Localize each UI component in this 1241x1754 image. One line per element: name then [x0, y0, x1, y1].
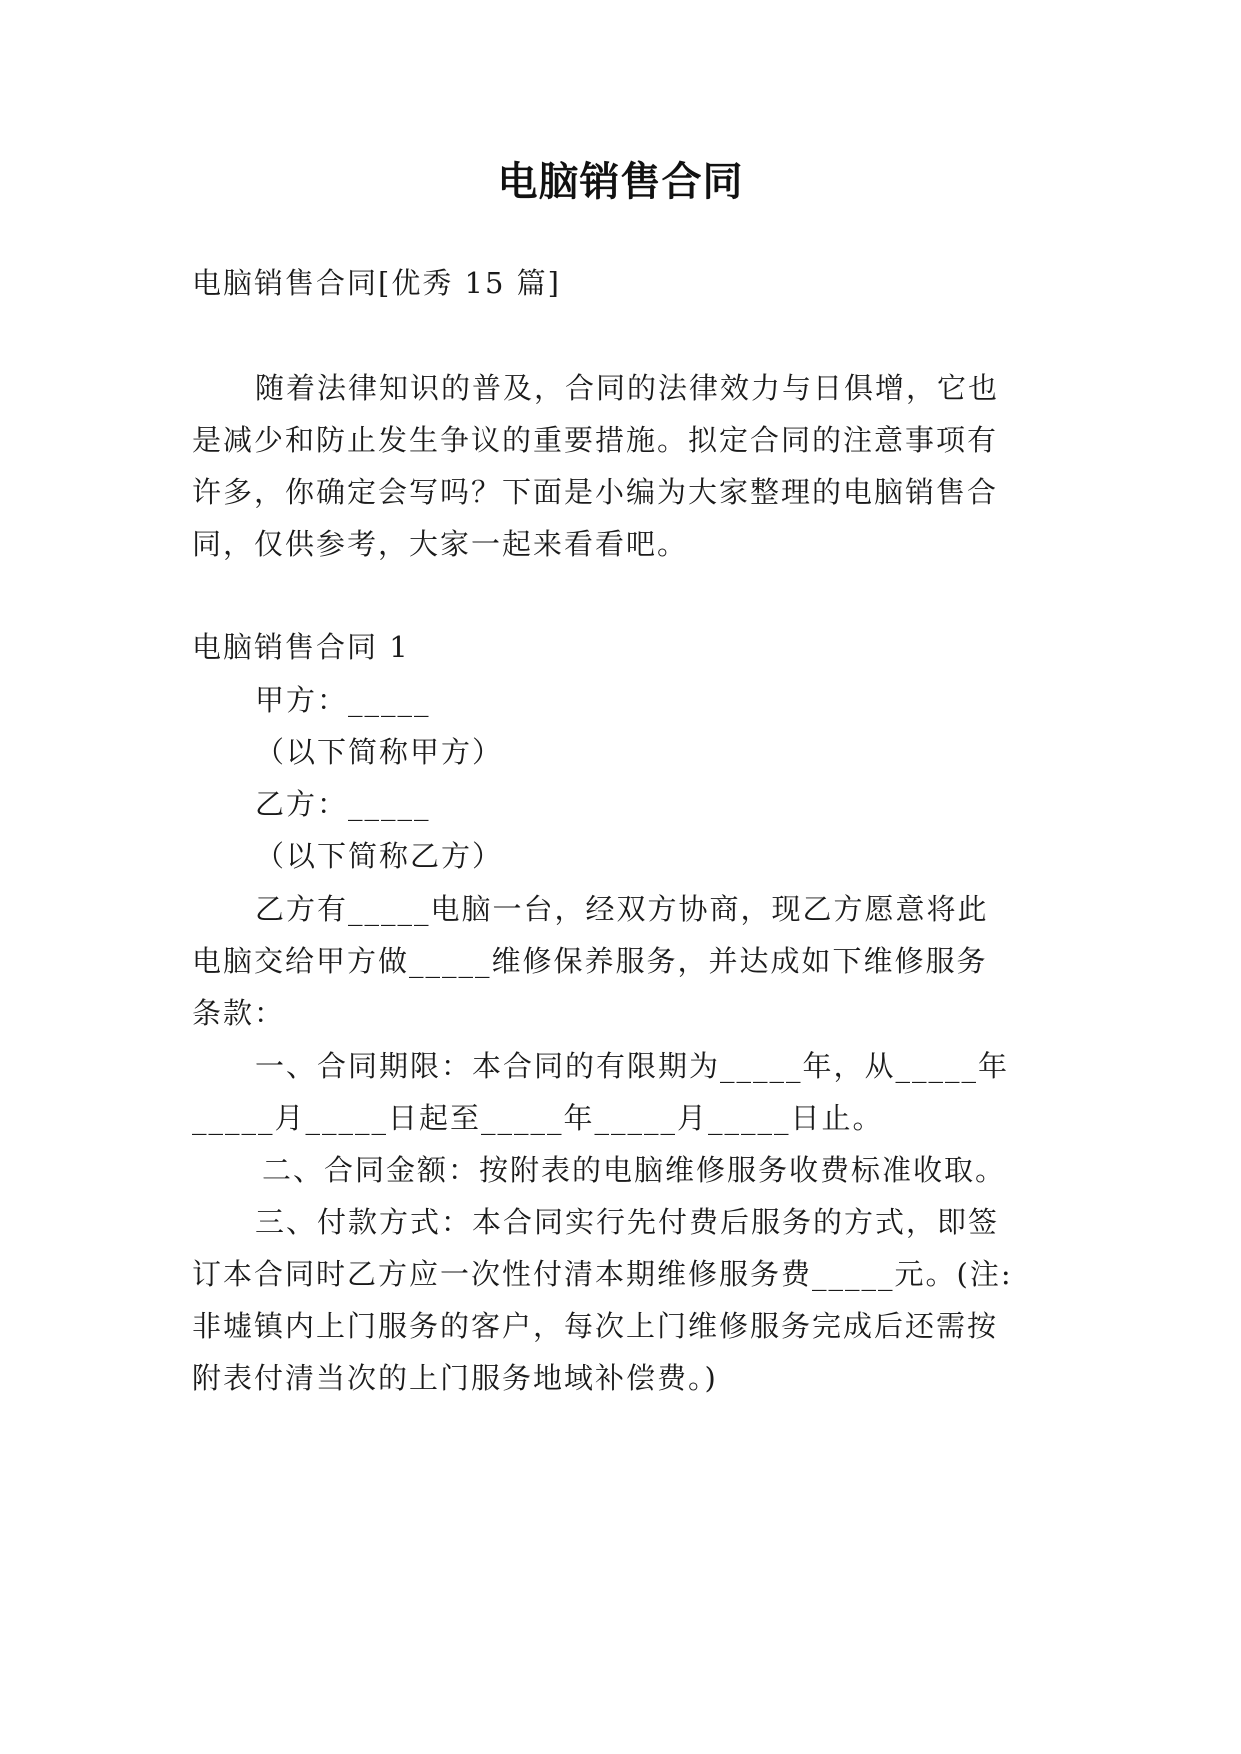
body-line: 条款：	[192, 996, 286, 1030]
body-line: 乙方有_____电脑一台，经双方协商，现乙方愿意将此	[255, 892, 989, 926]
clause-payment-line: 订本合同时乙方应一次性付清本期维修服务费_____元。(注:	[192, 1257, 1013, 1291]
clause-amount-line: 二、合同金额：按附表的电脑维修服务收费标准收取。	[262, 1153, 1007, 1187]
body-line: 电脑交给甲方做_____维修保养服务，并达成如下维修服务	[192, 944, 988, 978]
party-a-note: （以下简称甲方）	[255, 735, 504, 769]
clause-term-line: _____月_____日起至_____年_____月_____日止。	[192, 1101, 884, 1135]
clause-term-line: 一、合同期限：本合同的有限期为_____年，从_____年	[255, 1049, 1010, 1083]
party-b-line: 乙方：_____	[255, 787, 431, 821]
intro-line: 是减少和防止发生争议的重要措施。拟定合同的注意事项有	[192, 423, 999, 457]
party-a-line: 甲方：_____	[255, 683, 431, 717]
intro-line: 同，仅供参考，大家一起来看看吧。	[192, 527, 689, 561]
clause-payment-line: 三、付款方式：本合同实行先付费后服务的方式，即签	[255, 1205, 1000, 1239]
clause-payment-line: 非墟镇内上门服务的客户，每次上门维修服务完成后还需按	[192, 1309, 999, 1343]
intro-line: 随着法律知识的普及，合同的法律效力与日俱增，它也	[255, 371, 1000, 405]
party-b-note: （以下简称乙方）	[255, 839, 504, 873]
clause-payment-line: 附表付清当次的上门服务地域补偿费。)	[192, 1361, 718, 1395]
intro-line: 许多，你确定会写吗？下面是小编为大家整理的电脑销售合	[192, 475, 999, 509]
document-title: 电脑销售合同	[497, 159, 744, 205]
document-subtitle: 电脑销售合同[优秀 15 篇]	[192, 266, 561, 300]
section-heading: 电脑销售合同 1	[192, 630, 410, 664]
